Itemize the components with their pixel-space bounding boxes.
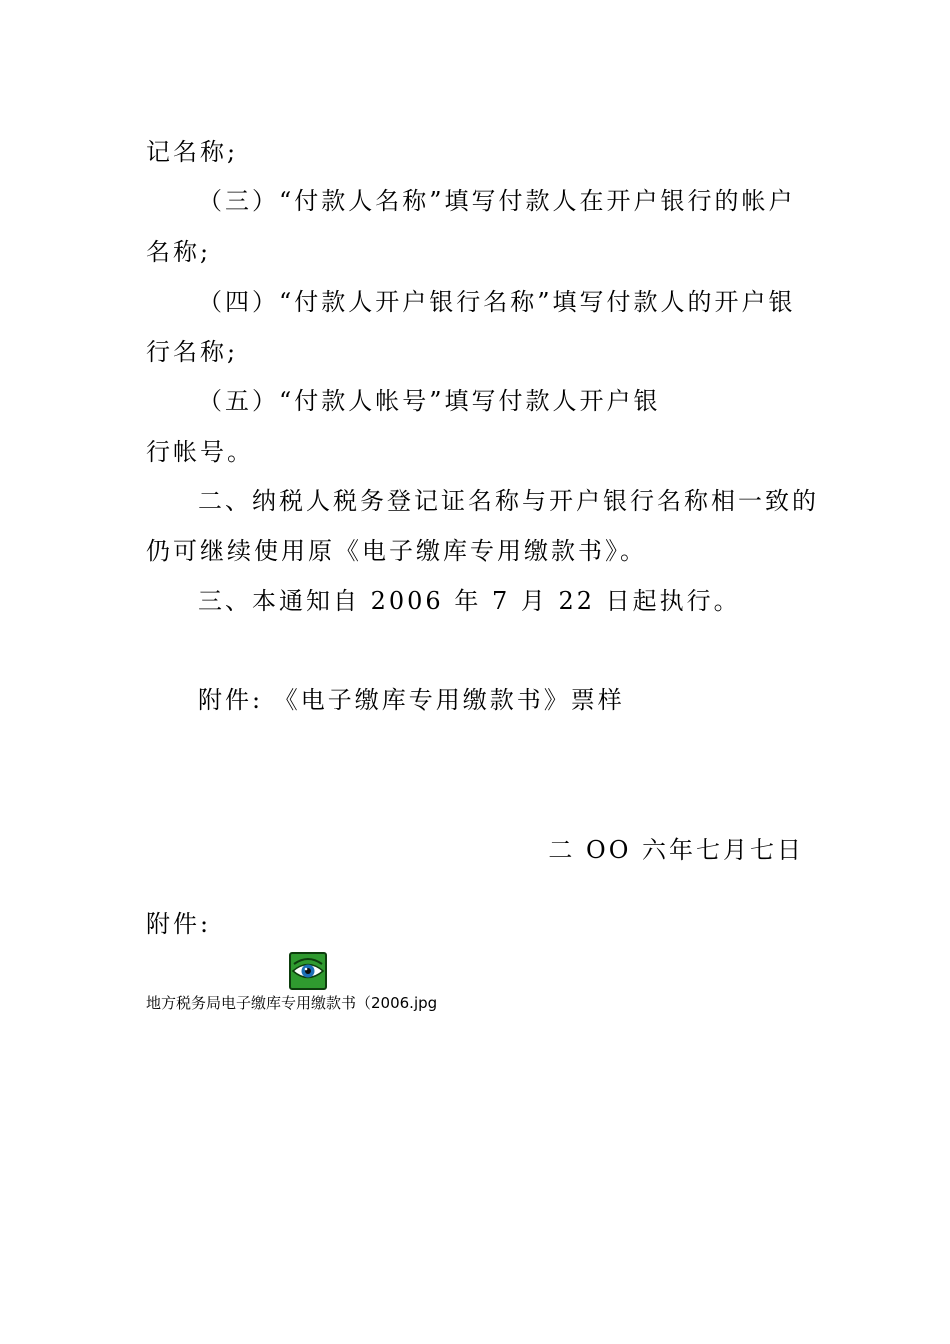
attachment-label: 附件: <box>146 910 212 938</box>
paragraph-item-5: （五）“付款人帐号”填写付款人开户银 <box>198 387 661 415</box>
paragraph-item-4: （四）“付款人开户银行名称”填写付款人的开户银 <box>198 288 796 316</box>
paragraph-item-3: （三）“付款人名称”填写付款人在开户银行的帐户 <box>198 187 796 215</box>
attachment-file[interactable] <box>146 952 446 1022</box>
attachment-file-name: 地方税务局电子缴库专用缴款书（2006.jpg <box>146 994 438 1012</box>
eye-icon <box>289 952 327 990</box>
document-date: 二 OO 六年七月七日 <box>548 836 804 864</box>
paragraph-line: 记名称; <box>146 138 239 166</box>
paragraph-line: 仍可继续使用原《电子缴库专用缴款书》。 <box>146 537 647 565</box>
paragraph-line: 行名称; <box>146 338 239 366</box>
attachment-note: 附件: 《电子缴库专用缴款书》票样 <box>198 686 625 714</box>
paragraph-section-3: 三、本通知自 2006 年 7 月 22 日起执行。 <box>198 587 741 615</box>
paragraph-line: 名称; <box>146 238 212 266</box>
paragraph-line: 行帐号。 <box>146 438 254 466</box>
paragraph-section-2: 二、纳税人税务登记证名称与开户银行名称相一致的 <box>198 487 819 515</box>
